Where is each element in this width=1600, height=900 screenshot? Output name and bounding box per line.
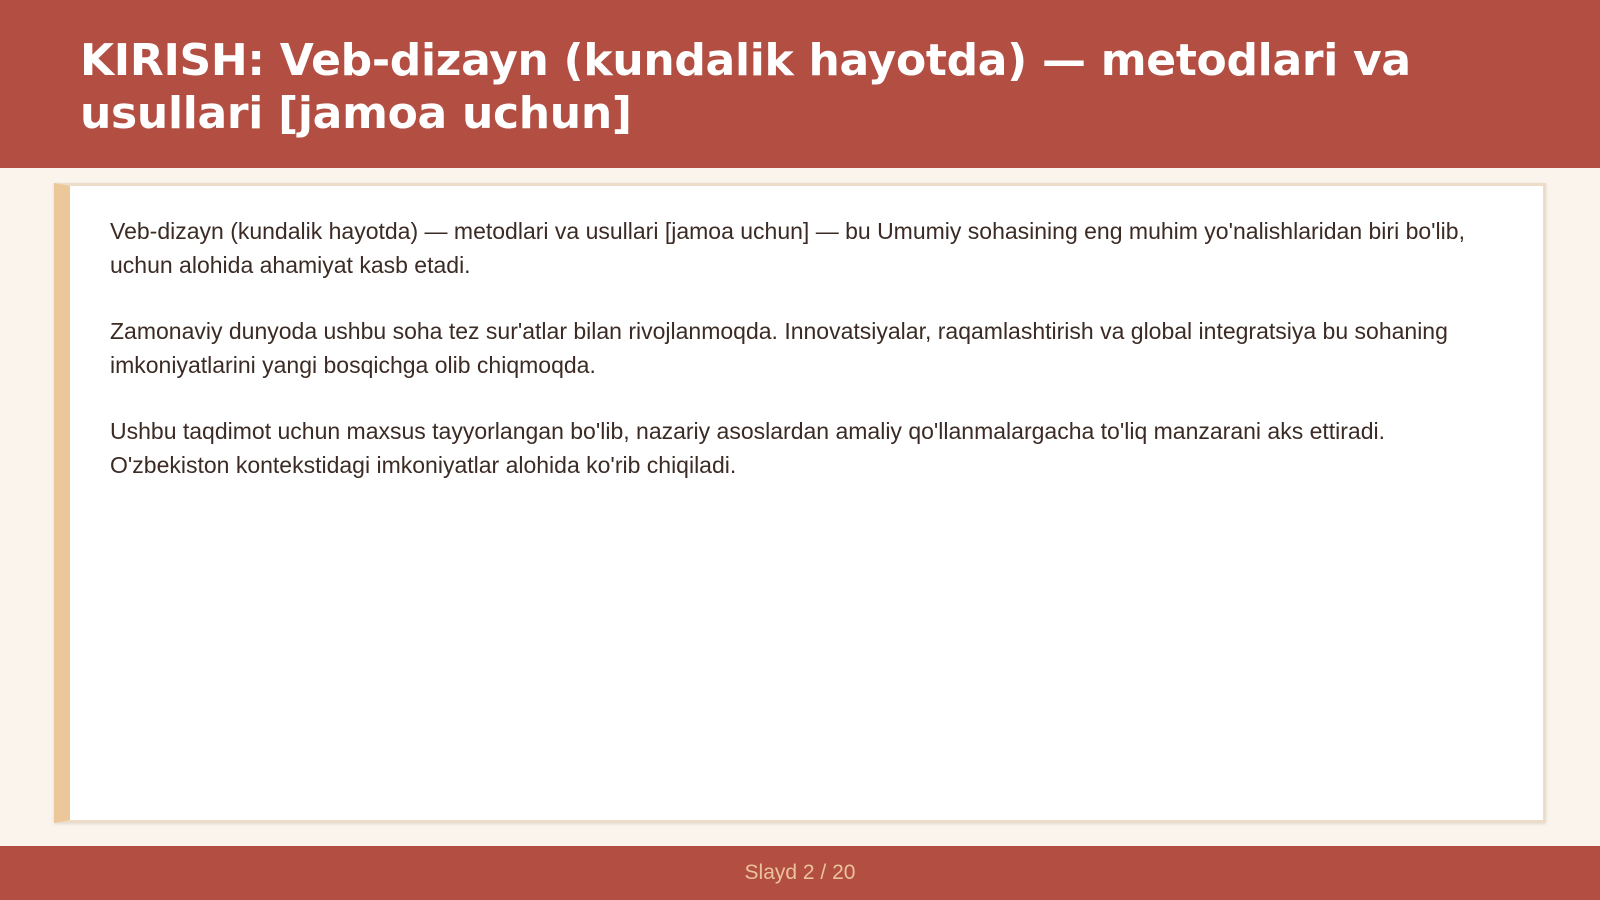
content-body: [110, 214, 1500, 514]
content-card: [54, 183, 1546, 823]
slide-title: KIRISH: Veb-dizayn (kundalik hayotda) — metodlari va usullari [jamoa uchun]: [80, 35, 1411, 139]
paragraph-3: Ushbu taqdimot uchun maxsus tayyorlangan bo'lib, nazariy asoslardan amaliy qo'llanmalargacha to'liq manzarani aks ettiradi. O'zbekiston kontekstidagi imkoniyatlar alohida ko'rib chiqiladi.: [110, 418, 1386, 478]
paragraph-1: Veb-dizayn (kundalik hayotda) — metodlari va usullari [jamoa uchun] — bu Umumiy sohasining eng muhim yo'nalishlaridan biri bo'lib, uchun alohida ahamiyat kasb etadi.: [110, 218, 1465, 278]
paragraph-2: Zamonaviy dunyoda ushbu soha tez sur'atlar bilan rivojlanmoqda. Innovatsiyalar, raqamlashtirish va global integratsiya bu sohaning imkoniyatlarini yangi bosqichga olib chiqmoqda.: [110, 318, 1448, 378]
slide-header: [0, 0, 1600, 168]
slide-footer: [0, 846, 1600, 900]
slide-counter: Slayd 2 / 20: [744, 861, 856, 884]
